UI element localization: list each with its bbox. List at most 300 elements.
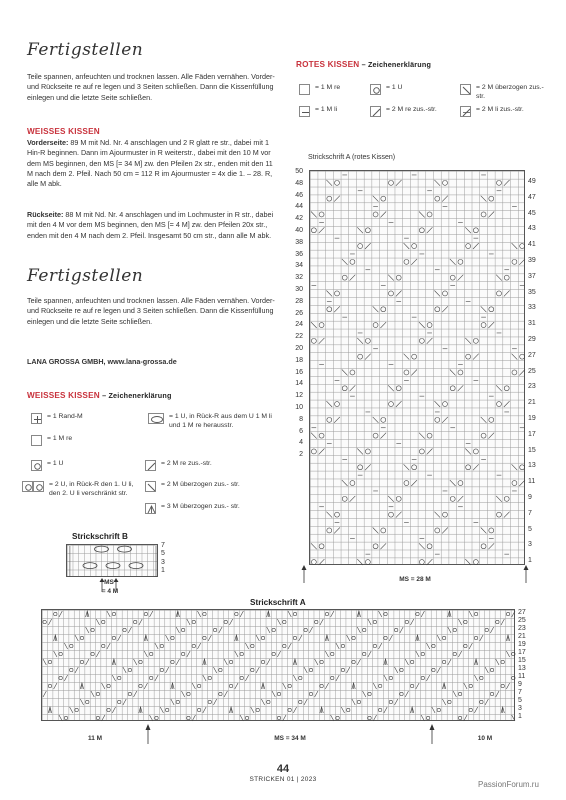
ssk-mark [496,275,502,281]
row-number: 7 [528,509,532,517]
yo-mark [335,402,340,407]
ssk-mark [434,291,440,297]
yo-mark [490,692,493,695]
yo-mark [381,528,386,533]
yo-mark [394,628,397,631]
yo-mark [350,481,355,486]
ssk-mark [43,659,46,665]
ssk-mark [465,449,471,455]
sk2p-mark [357,611,360,617]
yo-mark [389,180,394,185]
ssk-mark [388,496,394,502]
yo-mark [283,620,286,623]
ssk-mark [388,275,394,281]
k2-mark [427,449,433,455]
yo-mark [352,660,355,663]
ssk-mark [213,667,216,673]
back-label: Rückseite: [27,210,64,219]
yo-mark [400,692,403,695]
yo-mark [272,628,275,631]
red-legend-purl [299,106,369,117]
knit-stitch-icon [299,84,310,95]
k2-mark [519,259,525,265]
yo-mark [458,692,461,695]
yo-mark [208,676,211,679]
yo-mark [432,644,435,647]
sk2p-mark [384,659,387,665]
yo-mark [480,700,483,703]
ssk-mark [357,449,363,455]
legend-label: = 2 U, in Rück-R den 1. U li, den 2. U li verschränkt str. [49,481,134,497]
ssk-mark [64,643,67,649]
k2-mark [187,651,190,657]
ssk-icon [460,84,471,95]
yo-mark [171,660,174,663]
yo-mark [311,338,316,343]
yo-mark [427,212,432,217]
ssk-mark [453,691,456,697]
legend-label: = 1 U [47,460,64,467]
yo-mark [70,644,73,647]
row-number: 27 [518,609,526,616]
yo-mark [335,180,340,185]
chart-a-symbols [42,610,516,722]
k2-mark [112,707,115,713]
k2-mark [448,659,451,665]
yo-mark [203,636,206,639]
yo-mark [512,370,517,375]
ssk-mark [160,707,163,713]
yo-mark [458,716,461,719]
k2-mark [504,512,510,518]
yo-mark [427,433,432,438]
finishing-title: Fertigstellen [27,40,144,60]
ssk-mark [373,683,376,689]
yo-mark [466,354,471,359]
k2-mark [400,627,403,633]
ssk-mark [434,180,440,186]
k2-mark [380,322,386,328]
yo-mark [520,354,525,359]
ssk-mark [481,417,487,423]
legend-label: = 1 Rand-M [47,413,83,420]
yo-mark [373,544,378,549]
k2-mark [347,667,350,673]
legend-item-2yo [22,481,140,498]
k2-mark [421,611,424,617]
k2-mark [334,528,340,534]
sk2p-icon [145,503,156,514]
sk2p-mark [80,683,83,689]
red-chart-symbols [310,171,526,566]
yo-mark [404,481,409,486]
edge-stitch-icon [31,413,42,424]
yarn-over-icon [33,481,44,492]
ssk-mark [432,707,435,713]
k2-mark [442,417,448,423]
k2-mark [473,354,479,360]
row-number: 32 [295,274,303,282]
yo-mark [458,370,463,375]
ssk-mark [304,667,307,673]
yo-mark [466,465,471,470]
yo-mark [192,644,195,647]
ssk-mark [311,433,317,439]
red-legend-knit [299,84,369,95]
ssk-mark [336,643,339,649]
yo-mark [421,676,424,679]
ssk-mark [450,480,456,486]
k2-mark [389,635,392,641]
row-number: 43 [528,225,536,233]
yo-mark [319,433,324,438]
yo-mark [400,668,403,671]
k2-mark [75,667,78,673]
ssk-mark [404,243,410,249]
yo-mark [335,512,340,517]
ssk-mark [326,180,332,186]
row-number: 14 [295,380,303,388]
yo-mark [410,660,413,663]
yo-mark [373,323,378,328]
sk2p-mark [86,611,89,617]
yo-mark [128,692,131,695]
yo-mark [453,652,456,655]
row-number: 44 [295,203,303,211]
sk2p-mark [235,635,238,641]
legend-item-ssk [145,481,275,492]
k2-mark [213,699,216,705]
ssk-mark [165,635,168,641]
k2-mark [59,611,62,617]
ssk-mark [176,627,179,633]
ssk-mark [341,707,344,713]
yo-mark [139,660,142,663]
k2-mark [283,715,286,721]
page-number: 44 [276,763,290,775]
yo-mark [458,481,463,486]
yo-mark [208,700,211,703]
row-number: 49 [528,178,536,185]
yo-mark [70,668,73,671]
sk2p-mark [229,707,232,713]
row-number: 17 [518,649,526,656]
ssk-mark [102,683,105,689]
row-number: 1 [161,566,165,574]
row-number: 1 [528,557,532,565]
k2-mark [43,691,46,697]
yo-mark [245,716,248,719]
yo-mark [384,636,387,639]
red-chart-left-rows [285,166,303,461]
k2-mark [256,667,259,673]
row-number: 50 [295,168,303,175]
k2-mark [395,699,398,705]
k2-mark [350,385,356,391]
k2-mark [519,370,525,376]
k2-mark [488,543,494,549]
k2-mark [473,243,479,249]
k2-mark [490,627,493,633]
k2-mark [512,611,515,617]
yo-mark [160,644,163,647]
row-number: 1 [518,713,522,720]
k2-mark [350,496,356,502]
ssk-mark [203,675,206,681]
red-legend-title: ROTES KISSEN [296,60,360,69]
yo-mark [443,402,448,407]
yo-mark [368,716,371,719]
yo-mark [96,692,99,695]
k2-mark [331,611,334,617]
yo-mark [341,644,344,647]
yo-mark [357,700,360,703]
ssk-mark [388,385,394,391]
row-number: 2 [299,451,303,459]
k2-mark [150,611,153,617]
legend-label: = 1 M re [47,435,73,442]
yo-mark [304,628,307,631]
k2-mark [488,433,494,439]
ssk-mark [352,699,355,705]
k2-mark [203,707,206,713]
yo-mark [80,636,83,639]
ssk-mark [171,699,174,705]
chart-a-label-left: 11 M [87,735,103,742]
ssk-mark [496,659,499,665]
k2-mark [405,691,408,697]
yo-mark [389,402,394,407]
sk2p-mark [176,611,179,617]
ssk-mark [288,611,291,617]
yo-mark [171,636,174,639]
k2-mark [118,635,121,641]
yo-mark [309,668,312,671]
k2-mark [442,528,448,534]
ssk-mark [283,683,286,689]
yo-mark [86,700,89,703]
yo-mark [96,716,99,719]
row-number: 26 [295,309,303,317]
sk2p-mark [474,659,477,665]
yo-mark [373,644,376,647]
yo-mark [450,275,455,280]
yo-mark [160,668,163,671]
k2-mark [267,659,270,665]
yo-mark [149,676,152,679]
ssk-mark [59,715,62,721]
yo-mark [384,612,387,615]
ssk-mark [469,611,472,617]
k2-mark [319,338,325,344]
yo-mark [283,644,286,647]
ssk-mark [277,619,280,625]
yo-mark [512,676,515,679]
yo-mark [261,636,264,639]
chart-b-ms-count: = 4 M [101,588,119,595]
ssk-mark [404,464,410,470]
yo-mark [520,244,525,249]
k2-mark [245,675,248,681]
row-number: 22 [295,333,303,341]
ssk-mark [405,659,408,665]
yo-mark [432,668,435,671]
legend-item-knit [31,435,131,446]
chart-a-label-mid: MS = 34 M [274,735,306,742]
yo-mark [504,386,509,391]
yo-mark [350,259,355,264]
legend-label: = 2 M re zus.-str. [386,106,437,113]
yo-mark [490,668,493,671]
yo-mark [272,652,275,655]
yo-mark [240,676,243,679]
ssk-mark [245,643,248,649]
yo-mark [64,716,67,719]
row-number: 33 [528,304,536,312]
yo-mark [165,708,168,711]
yo-mark [506,612,509,615]
ssk-mark [54,651,57,657]
k2-mark [427,227,433,233]
k2-mark [192,715,195,721]
row-number: 24 [295,321,303,329]
k2-mark [219,627,222,633]
k2-mark [144,683,147,689]
row-number: 15 [518,657,526,664]
yo-mark [378,708,381,711]
red-chart-grid [309,170,525,565]
row-number: 30 [295,285,303,293]
yo-mark [327,196,332,201]
k2-mark [396,401,402,407]
sk2p-mark [410,707,413,713]
yo-mark [325,612,328,615]
ssk-mark [464,683,467,689]
k2-mark [396,291,402,297]
row-number: 9 [518,681,522,688]
k2-mark [380,543,386,549]
k2-mark [380,433,386,439]
row-number: 5 [518,697,522,704]
legend-item-yo [31,460,131,471]
k2-mark [208,635,211,641]
yo-mark [327,307,332,312]
yo-mark [240,652,243,655]
k2-mark [197,643,200,649]
k2-mark [473,464,479,470]
ssk-mark [512,464,518,470]
yo-mark [149,652,152,655]
k2tog-icon [370,106,381,117]
double-yo-circle-icon [22,481,44,492]
yo-mark [350,370,355,375]
yo-mark [496,620,499,623]
red-legend-heading [296,60,431,69]
ssk-mark [293,675,296,681]
yo-mark [197,684,200,687]
k2-mark [416,683,419,689]
yo-mark [435,417,440,422]
k2-mark [319,227,325,233]
k2-mark [488,322,494,328]
chart-b-title: Strickschrift B [72,532,128,541]
yo-mark [416,612,419,615]
chart-b-grid [66,544,158,577]
k2-mark [519,480,525,486]
yo-mark [327,417,332,422]
k2-mark [380,212,386,218]
yo-mark [277,692,280,695]
yo-mark [319,323,324,328]
red-legend-yo [370,84,450,95]
k2-mark [176,659,179,665]
yo-mark [91,628,94,631]
row-number: 37 [528,272,536,280]
ssk-mark [373,306,379,312]
k2-mark [299,635,302,641]
yo-mark [102,620,105,623]
yo-mark [473,449,478,454]
row-number: 3 [528,541,532,549]
yo-mark [336,716,339,719]
ssk-mark [357,227,363,233]
yo-mark [497,512,502,517]
yo-mark [331,676,334,679]
ssk-mark [465,227,471,233]
yo-mark [319,212,324,217]
ssk-mark [342,370,348,376]
yo-mark [91,652,94,655]
yo-mark [373,212,378,217]
yo-mark [405,620,408,623]
k2-mark [458,651,461,657]
yo-mark [427,544,432,549]
k2-mark [224,691,227,697]
k2tog-icon [145,460,156,471]
row-number: 19 [528,414,536,422]
yo-mark [288,708,291,711]
yo-mark [474,612,477,615]
ssk-mark [496,385,502,391]
row-number: 25 [518,617,526,624]
yo-mark [404,259,409,264]
row-number: 12 [295,392,303,400]
ssk-mark [481,528,487,534]
legend-item-sk2p [145,503,275,514]
k2-mark [411,259,417,265]
yo-mark [435,196,440,201]
yo-mark [144,612,147,615]
k2-mark [334,306,340,312]
chart-a-row-numbers [518,609,534,721]
sk2p-mark [112,659,115,665]
yo-mark [251,668,254,671]
yo-mark [107,684,110,687]
k2-mark [501,619,504,625]
yo-mark [335,291,340,296]
ssk-mark [450,259,456,265]
k2-mark [469,643,472,649]
yo-mark [481,433,486,438]
yo-mark [224,620,227,623]
sk2p-mark [506,635,509,641]
ssk-mark [342,259,348,265]
ssk-mark [75,635,78,641]
yo-mark [267,700,270,703]
finishing-text-2: Teile spannen, anfeuchten und trocknen lassen. Alle Fäden vernähen. Vorder- und Rückseite re auf re legen und 3 Seiten schließen. Dann die Kissenfüllung einlegen und die letzte Seite schließen. [27,296,275,326]
row-number: 19 [518,641,526,648]
k2-mark [504,180,510,186]
